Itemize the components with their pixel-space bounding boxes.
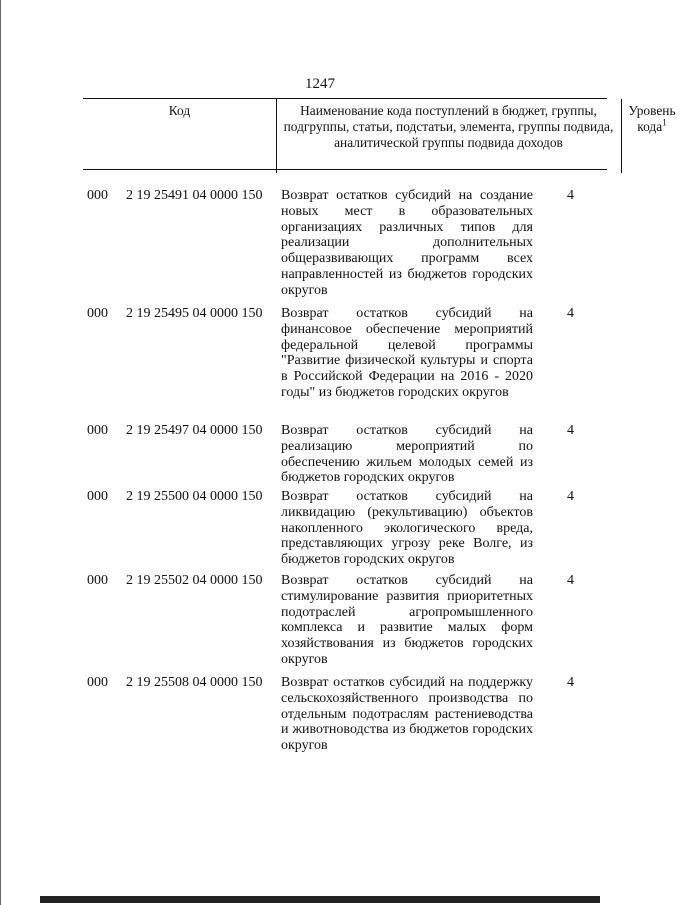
row-name: Возврат остатков субсидий на создание новых мест в образовательных организациях различных типов для реализации дополнительных общеразвивающих программ всех направленностей из бюджетов городских округов [281,188,533,298]
row-level: 4 [567,188,574,203]
row-code: 2 19 25491 04 0000 150 [126,188,263,203]
row-name: Возврат остатков субсидий на реализацию мероприятий по обеспечению жильем молодых семей из бюджетов городских округов [281,423,533,486]
header-level-text: Уровень кода [628,103,676,134]
row-group: 000 [87,675,108,690]
row-group: 000 [87,573,108,588]
header-level-footnote: 1 [662,117,667,128]
row-group: 000 [87,188,108,203]
table-header [83,98,676,170]
row-code: 2 19 25508 04 0000 150 [126,675,263,690]
row-level: 4 [567,423,574,438]
row-group: 000 [87,489,108,504]
row-level: 4 [567,306,574,321]
row-name: Возврат остатков субсидий на ликвидацию (рекультивацию) объектов накопленного экологического вреда, представляющих угрозу реке Волге, из бюджетов городских округов [281,489,533,568]
header-name [276,99,622,173]
scan-bottom-edge [40,896,600,903]
row-group: 000 [87,306,108,321]
row-level: 4 [567,489,574,504]
header-level [621,99,683,173]
row-level: 4 [567,675,574,690]
row-code: 2 19 25497 04 0000 150 [126,423,263,438]
row-name: Возврат остатков субсидий на финансовое обеспечение мероприятий федеральной целевой программы "Развитие физической культуры и спорта в Российской Федерации на 2016 - 2020 годы" из бюджетов городских округов [281,306,533,400]
header-name-text: Наименование кода поступлений в бюджет, группы, подгруппы, статьи, подстатьи, элемента, группы подвида, аналитической группы подвида доходов [283,103,614,150]
row-name: Возврат остатков субсидий на стимулирование развития приоритетных подотраслей агропромышленного комплекса и развитие малых форм хозяйствования из бюджетов городских округов [281,573,533,667]
row-level: 4 [567,573,574,588]
row-code: 2 19 25495 04 0000 150 [126,306,263,321]
row-code: 2 19 25500 04 0000 150 [126,489,263,504]
row-name: Возврат остатков субсидий на поддержку сельскохозяйственного производства по отдельным подотраслям растениеводства и животноводства из бюджетов городских округов [281,675,533,754]
page-number: 1247 [305,76,335,92]
row-group: 000 [87,423,108,438]
row-code: 2 19 25502 04 0000 150 [126,573,263,588]
header-code: Код [83,99,277,173]
scan-edge-line [0,0,1,905]
